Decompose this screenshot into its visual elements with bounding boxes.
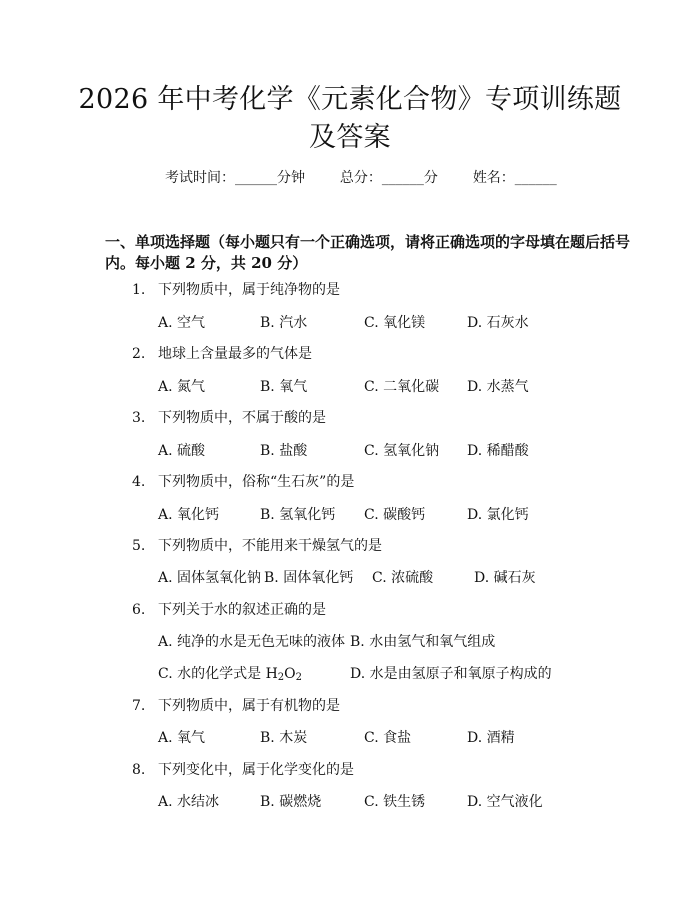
option-a: A. 水结冰 (158, 794, 220, 810)
option-b: B. 木炭 (260, 730, 308, 746)
option-a: A. 固体氢氧化钠 (158, 570, 262, 586)
page-title-continued: 及答案 (309, 122, 391, 153)
option-d: D. 水蒸气 (467, 379, 529, 395)
question-text: 下列物质中，不属于酸的是 (158, 410, 326, 426)
question-number: 3. (132, 410, 146, 426)
question-number: 7. (132, 698, 146, 714)
option-c: C. 浓硫酸 (372, 570, 434, 586)
question-number: 5. (132, 538, 146, 554)
exam-info (165, 166, 557, 190)
option-d: D. 酒精 (467, 730, 515, 746)
option-c: C. 碳酸钙 (364, 507, 426, 523)
option-d: D. 空气液化 (467, 794, 543, 810)
option-c: C. 食盐 (364, 730, 412, 746)
question-number: 6. (132, 602, 146, 618)
option-c: C. 铁生锈 (364, 794, 426, 810)
question-number: 2. (132, 346, 146, 362)
page-title: 2026 年中考化学《元素化合物》专项训练题 (78, 84, 622, 115)
question-number: 8. (132, 762, 146, 778)
question-text: 下列物质中，俗称“生石灰”的是 (158, 474, 355, 490)
option-b: B. 氢氧化钙 (260, 507, 336, 523)
question-text: 下列变化中，属于化学变化的是 (158, 762, 354, 778)
question-number: 1. (132, 282, 146, 298)
option-b: B. 盐酸 (260, 443, 308, 459)
section-heading-continued: 内。每小题 2 分，共 20 分） (105, 254, 308, 272)
option-a: A. 氧气 (158, 730, 206, 746)
question-text: 地球上含量最多的气体是 (158, 346, 312, 362)
question-text: 下列物质中，属于纯净物的是 (158, 282, 340, 298)
option-c: C. 二氧化碳 (364, 379, 440, 395)
option-a: A. 氧化钙 (158, 507, 220, 523)
question-text: 下列关于水的叙述正确的是 (158, 602, 326, 618)
option-d: D. 碱石灰 (474, 570, 536, 586)
option-a: A. 空气 (158, 315, 206, 331)
option-d: D. 水是由氢原子和氧原子构成的 (350, 666, 552, 682)
option-a: A. 纯净的水是无色无味的液体 (158, 634, 346, 650)
option-b: B. 氧气 (260, 379, 308, 395)
option-d: D. 氯化钙 (467, 507, 529, 523)
option-a: A. 氮气 (158, 379, 206, 395)
formula-oxygen: O (284, 666, 296, 682)
option-d: D. 石灰水 (467, 315, 529, 331)
option-b: B. 碳燃烧 (260, 794, 322, 810)
section-heading: 一、单项选择题（每小题只有一个正确选项，请将正确选项的字母填在题后括号 (105, 233, 631, 251)
option-c: C. 氢氧化钠 (364, 443, 440, 459)
question-number: 4. (132, 474, 146, 490)
option-c: C. 氧化镁 (364, 315, 426, 331)
student-name-field: 姓名：______ (472, 170, 557, 186)
option-c-text: C. 水的化学式是 H (158, 666, 278, 682)
option-a: A. 硫酸 (158, 443, 206, 459)
option-b: B. 汽水 (260, 315, 308, 331)
total-score-field: 总分：______分 (339, 170, 438, 186)
option-b: B. 水由氢气和氧气组成 (350, 634, 496, 650)
question-text: 下列物质中，不能用来干燥氢气的是 (158, 538, 382, 554)
exam-time-field: 考试时间：______分钟 (165, 170, 305, 186)
question-text: 下列物质中，属于有机物的是 (158, 698, 340, 714)
formula-subscript: 2 (295, 672, 303, 683)
option-c (158, 663, 302, 689)
option-b: B. 固体氧化钙 (264, 570, 354, 586)
formula-subscript: 2 (277, 672, 285, 683)
option-d: D. 稀醋酸 (467, 443, 529, 459)
